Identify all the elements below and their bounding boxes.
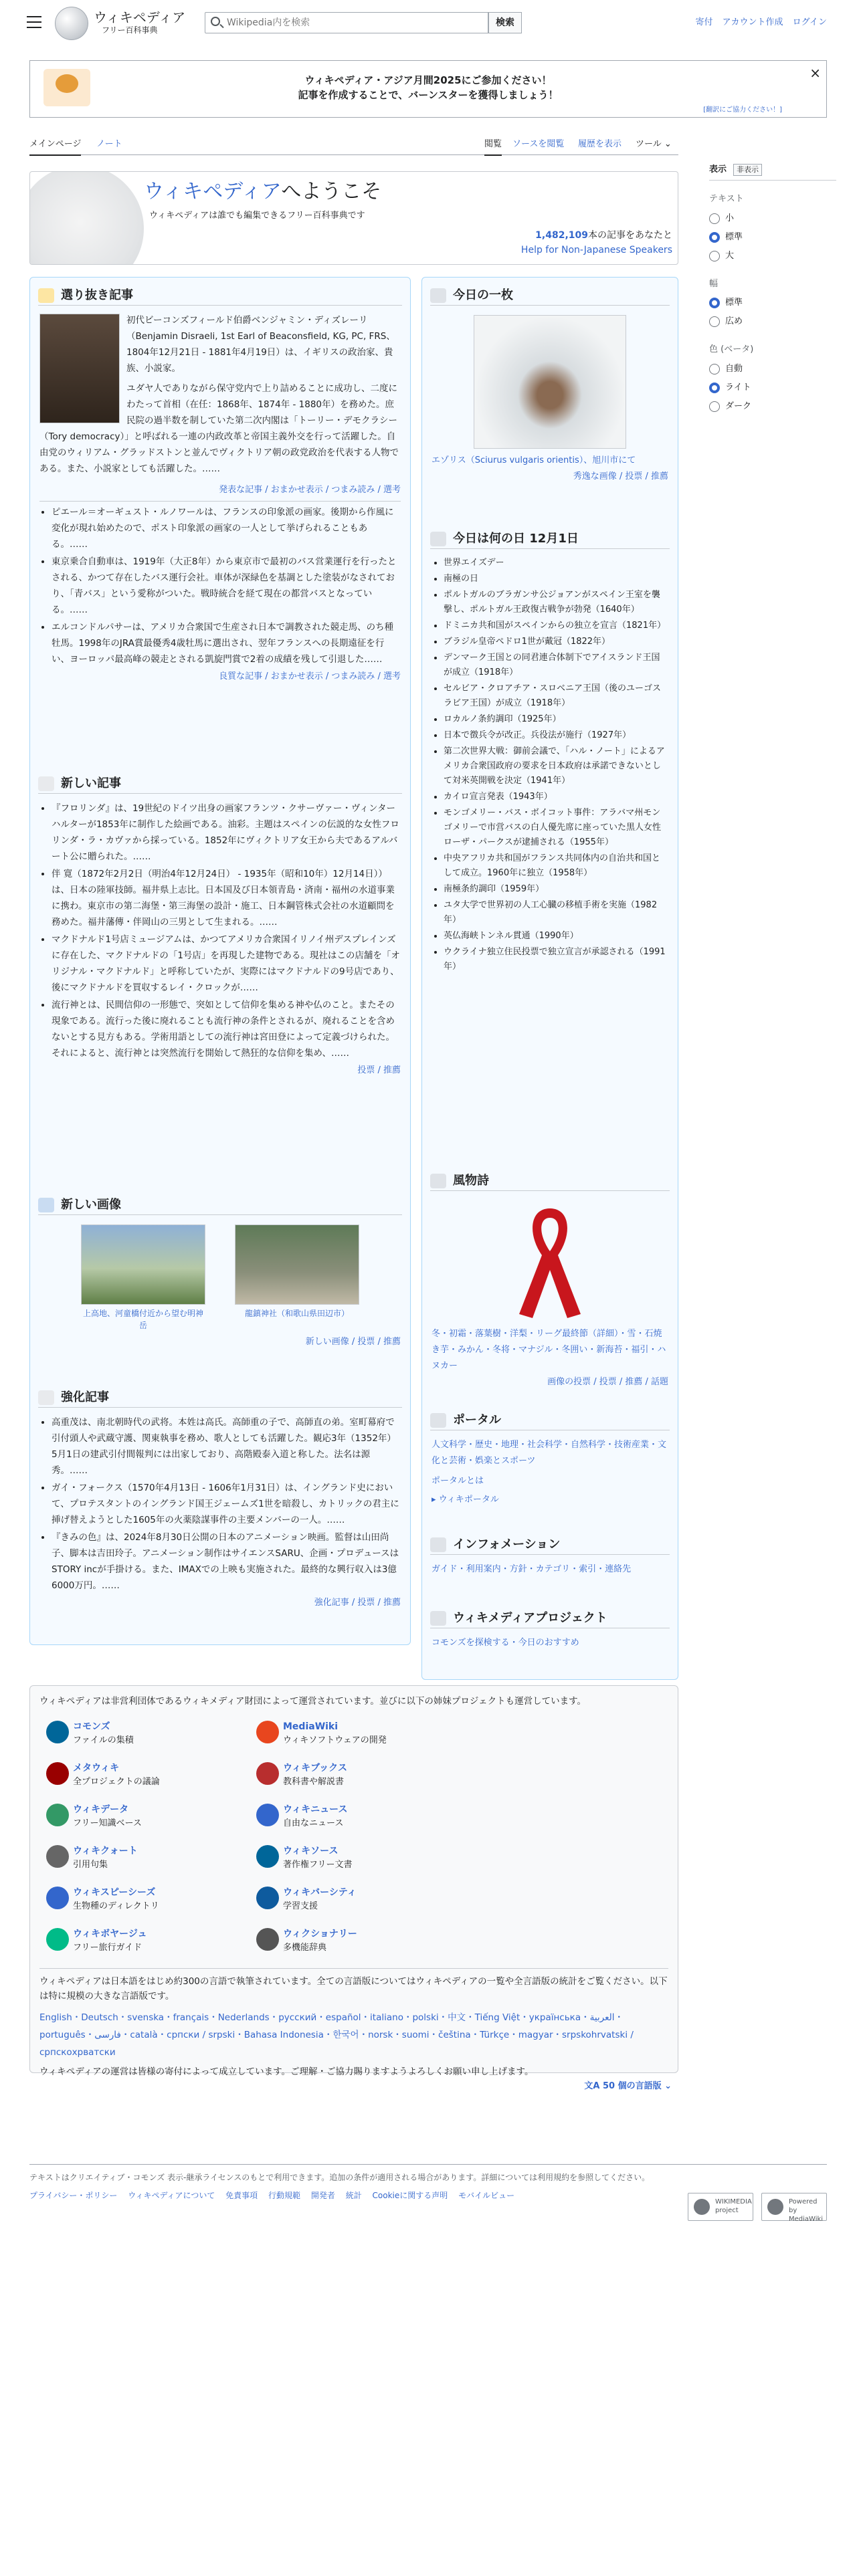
portal-icon — [430, 1413, 446, 1428]
create-account-link[interactable]: アカウント作成 — [722, 17, 783, 27]
footer-link[interactable]: 統計 — [345, 2191, 362, 2201]
potd-caption[interactable]: エゾリス（Sciurus vulgaris orientis）、旭川市にて — [432, 455, 636, 465]
footer-link[interactable]: 開発者 — [310, 2191, 335, 2201]
list-item[interactable]: • ガイ・フォークス（1570年4月13日 - 1606年1月31日）は、イングランド史において、プロテスタントのイングランド国王ジェームズ1世を暗殺し、カトリックの君主に挿げ替えようとした1605年の火薬陰謀事件の主要メンバーの一人。…… — [52, 1480, 401, 1528]
sister-project-name[interactable]: ウィキデータ — [73, 1804, 129, 1815]
list-item[interactable]: • 伴 寛（1872年2月2日（明治4年12月24日） - 1935年（昭和10年）12月14日））は、日本の陸軍技師。福井県上志比。日本国及び日本領青島・済南・福州の水道事業に携わ。東京市の第二海堡・第三海堡の設計・施工、日本鋼管株式会社の水道顧問を務めた。福井藩傳・伴岡山の三男として生まれる。…… — [52, 866, 401, 930]
sister-project-item[interactable] — [250, 1798, 460, 1840]
logo-subtitle: フリー百科事典 — [102, 25, 158, 35]
sister-project-icon — [256, 1762, 279, 1785]
welcome-subtitle: ウィキペディアは誰でも編集できるフリー百科事典です — [149, 211, 365, 221]
sister-project-name[interactable]: ウィキソース — [283, 1846, 339, 1856]
section-heading: 強化記事 — [38, 1388, 402, 1408]
on-this-day-list — [432, 556, 668, 974]
seasonal-footer-links[interactable]: 画像の投票 / 投票 / 推薦 / 話題 — [547, 1377, 668, 1387]
tab-view-source[interactable]: ソースを閲覧 — [512, 139, 565, 149]
list-item[interactable]: • エルコンドルパサーは、アメリカ合衆国で生産され日本で調教された競走馬、のち種牡馬。1998年のJRA賞最優秀4歳牡馬に選出され、翌年フランスへの長期遠征を行い、ヨーロッパ最高峰の競走とされる凱旋門賞で2着の成績を残して引退した…… — [52, 619, 401, 667]
strength-list — [39, 1414, 401, 1594]
list-item[interactable]: • 『フロリンダ』は、19世紀のドイツ出身の画家フランツ・クサーヴァー・ヴィンターハルターが1853年に制作した絵画である。油彩。主題はスペインの伝説的な女性フロリンダ・ラ・カヴァから採っている。1852年にヴィクトリア女王から夫であるアルバート公に贈られた。…… — [52, 800, 401, 865]
list-item[interactable]: • 日本で徴兵令が改正。兵役法が施行（1927年） — [444, 728, 668, 743]
translate-help-link[interactable]: [翻訳にご協力ください！] — [703, 106, 782, 114]
sister-project-item[interactable] — [250, 1840, 460, 1881]
chevron-down-icon: ⌄ — [664, 139, 672, 149]
good-articles-list — [39, 504, 401, 667]
sister-project-name[interactable]: ウィキブックス — [283, 1763, 348, 1774]
tab-talk[interactable]: ノート — [96, 139, 122, 149]
sister-project-name[interactable]: MediaWiki — [283, 1721, 339, 1732]
sister-project-name[interactable]: ウィキクォート — [73, 1846, 138, 1856]
information-links[interactable]: ガイド・利用案内・方針・カテゴリ・索引・連絡先 — [432, 1564, 632, 1574]
list-item[interactable]: • ウクライナ独立住民投票で独立宣言が承認される（1991年） — [444, 945, 668, 974]
portal-links[interactable]: 人文科学・歴史・地理・社会科学・自然科学・技術産業・文化と芸術・娯楽とスポーツ — [432, 1440, 667, 1466]
width-wide-radio[interactable]: 広め — [709, 312, 836, 331]
sister-project-desc: フリー知識ベース — [73, 1818, 142, 1828]
seasonal-text[interactable]: 冬・初霜・落葉樹・洋梨・リーグ最終節（詳細）・雪・石焼き芋・みかん・冬将・マナジル・冬囲い・新海苔・福引・ハヌカー — [432, 1329, 666, 1371]
sister-project-item[interactable] — [39, 1757, 250, 1798]
wikipedia-globe-logo[interactable] — [55, 7, 88, 40]
welcome-title: ウィキペディアへようこそ — [144, 180, 382, 203]
sister-project-icon — [46, 1804, 69, 1826]
image-icon — [38, 1198, 54, 1212]
potd-footer-links[interactable]: 秀逸な画像 / 投票 / 推薦 — [573, 471, 668, 481]
sister-project-desc: 著作権フリー文書 — [283, 1860, 353, 1870]
list-item[interactable]: • デンマーク王国との同君連合体制下でアイスランド王国が成立（1918年） — [444, 651, 668, 680]
login-link[interactable]: ログイン — [792, 17, 827, 27]
languages-intro: ウィキペディアは日本語をはじめ約300の言語で執筆されています。全ての言語版についてはウィキペディアの一覧や全言語版の統計をご覧ください。以下は特に規模の大きな言語版です。 — [39, 1976, 668, 2002]
sister-project-item[interactable] — [250, 1757, 460, 1798]
sister-project-icon — [46, 1928, 69, 1951]
new-articles-list — [39, 800, 401, 1061]
images-footer-links[interactable]: 新しい画像 / 投票 / 推薦 — [305, 1337, 401, 1347]
article-count: 1,482,109本の記事をあなたと Help for Non-Japanese Speakers — [521, 228, 672, 257]
list-item[interactable]: • 『きみの色』は、2024年8月30日公開の日本のアニメーション映画。監督は山田尚子、脚本は吉田玲子。アニメーション制作はサイエンスSARU、企画・プロデュースはSTORY incが手掛ける。また、IMAXでの上映も実施された。最終的な興行収入は3億6000万円。…… — [52, 1529, 401, 1594]
campaign-banner — [29, 60, 827, 118]
color-light-radio[interactable]: ライト — [709, 379, 836, 397]
footer-link[interactable]: 行動規範 — [268, 2191, 301, 2201]
sister-project-desc: ウィキソフトウェアの開発 — [283, 1735, 387, 1745]
sister-project-item[interactable] — [39, 1798, 250, 1840]
color-label: 色 (ベータ) — [709, 344, 754, 355]
sister-project-name[interactable]: ウィクショナリー — [283, 1929, 357, 1939]
project-links[interactable]: コモンズを探検する・今日のおすすめ — [432, 1638, 579, 1648]
shrine-photo[interactable] — [235, 1224, 359, 1305]
search-box[interactable] — [205, 12, 488, 33]
sister-project-name[interactable]: メタウィキ — [73, 1763, 120, 1774]
sister-project-desc: 自由なニュース — [283, 1818, 344, 1828]
portal-about-link[interactable]: ポータルとは — [432, 1476, 484, 1486]
search-input[interactable] — [227, 15, 481, 30]
leaf-icon — [430, 1174, 446, 1188]
kamikochi-photo[interactable] — [81, 1224, 205, 1305]
sister-projects-grid — [30, 1715, 678, 1964]
wikipedia-globe-watermark — [29, 171, 144, 265]
squirrel-photo[interactable] — [474, 315, 626, 449]
color-dark-radio[interactable]: ダーク — [709, 397, 836, 416]
donate-link[interactable]: 寄付 — [695, 17, 713, 27]
footer-link[interactable]: ウィキペディアについて — [128, 2191, 215, 2201]
text-small-radio[interactable]: 小 — [709, 209, 836, 228]
sister-project-item[interactable] — [250, 1715, 460, 1757]
logo-title[interactable]: ウィキペディア — [94, 9, 186, 25]
camera-icon — [430, 288, 446, 303]
sister-project-name[interactable]: ウィキボヤージュ — [73, 1929, 147, 1939]
left-column — [29, 277, 411, 1645]
menu-icon[interactable] — [27, 16, 41, 28]
sister-project-name[interactable]: ウィキスピーシーズ — [73, 1887, 156, 1898]
list-item[interactable]: • マクドナルド1号店ミュージアムは、かつてアメリカ合衆国イリノイ州デスプレインズに存在した、マクドナルドの「1号店」を再現した建物である。現社はこの店舗を「オリジナル・マクドナルド」と呼称していたが、実際にはマクドナルドの9号店であり、後にマクドナルドを買収するレイ・クロックが…… — [52, 932, 401, 996]
list-item[interactable]: • 第二次世界大戦：御前会議で、「ハル・ノート」によるアメリカ合衆国政府の要求を日本政府は承諾できないとして対米英開戦を決定（1941年） — [444, 744, 668, 788]
list-item[interactable]: • モンゴメリー・バス・ボイコット事件：アラバマ州モンゴメリーで市営バスの白人優先席に座っていた黒人女性ローザ・パークスが逮捕される（1955年） — [444, 806, 668, 850]
star-outline-icon — [38, 1390, 54, 1405]
sister-project-item[interactable] — [39, 1923, 250, 1964]
list-item[interactable]: • 英仏海峡トンネル貫通（1990年） — [444, 929, 668, 944]
section-heading: 新しい記事 — [38, 774, 402, 794]
right-column — [421, 277, 678, 1680]
search-icon — [211, 17, 220, 26]
list-item[interactable]: • 南極条約調印（1959年） — [444, 882, 668, 897]
width-standard-radio[interactable]: 標準 — [709, 294, 836, 312]
list-item[interactable]: • セルビア・クロアチア・スロベニア王国（後のユーゴスラビア王国）が成立（1918年） — [444, 681, 668, 711]
featured-text-2: ユダヤ人でありながら保守党内で上り詰めることに成功し、二度にわたって首相（在任：1868年、1874年 - 1880年）を務めた。庶民院の過半数を制していた第二次内閣は「トーリー・デモクラシー（Tory democracy）」と呼ばれる一連の内政改革と帝国主義外交を行って活躍した。自由党のウィリアム・グラッドストンと並んでヴィクトリア朝の政党政治を代表する人物である。また、小説家としても活躍した。…… — [39, 383, 399, 474]
list-item[interactable]: • カイロ宣言発表（1943年） — [444, 790, 668, 804]
sister-project-desc: 生物種のディレクトリ — [73, 1901, 159, 1911]
sister-project-item[interactable] — [39, 1840, 250, 1881]
image-caption[interactable]: 龍鎮神社（和歌山県田辺市） — [244, 1309, 349, 1318]
sister-project-item[interactable] — [39, 1715, 250, 1757]
question-icon — [38, 776, 54, 791]
list-item[interactable]: • ブラジル皇帝ペドロ1世が戴冠（1822年） — [444, 635, 668, 649]
list-item[interactable]: • ロカルノ条約調印（1925年） — [444, 712, 668, 727]
sister-project-icon — [256, 1721, 279, 1743]
list-item[interactable]: • 流行神とは、民間信仰の一形態で、突如として信仰を集める神や仏のこと。またその現象である。流行った後に廃れることも流行神の条件とされるが、廃れることを含めないとする見方もある。学術用語としての流行神は宮田登によって定義づけられた。それによると、流行神とは突然流行を開始して熱狂的な信仰を集め、…… — [52, 997, 401, 1061]
sister-project-icon — [256, 1845, 279, 1868]
list-item[interactable]: • ドミニカ共和国がスペインからの独立を宣言（1821年） — [444, 619, 668, 633]
featured-footer-links[interactable]: 発表な記事 / おまかせ表示 / つまみ読み / 選考 — [219, 485, 401, 495]
sister-project-icon — [46, 1887, 69, 1909]
list-item[interactable]: • ポルトガルのブラガンサ公ジョアンがスペイン王室を襲撃し、ポルトガル王政復古戦争が勃発（1640年） — [444, 588, 668, 617]
sister-project-item[interactable] — [250, 1923, 460, 1964]
strength-footer-links[interactable]: 強化記事 / 投票 / 推薦 — [314, 1598, 401, 1608]
tab-read[interactable]: 閲覧 — [484, 138, 502, 156]
language-count-button[interactable]: 文A 50 個の言語版 ⌄ — [584, 2081, 672, 2091]
sister-project-desc: 多機能辞典 — [283, 1943, 327, 1953]
image-caption[interactable]: 上高地、河童橋付近から望む明神岳 — [82, 1309, 203, 1330]
section-heading: 新しい画像 — [38, 1195, 402, 1215]
sister-project-icon — [256, 1887, 279, 1909]
sister-project-desc: ファイルの集積 — [73, 1735, 134, 1745]
section-heading: 今日は何の日 12月1日 — [430, 529, 670, 549]
list-item[interactable]: • ピエール＝オーギュスト・ルノワールは、フランスの印象派の画家。後期から作風に変化が現れ始めたので、ポスト印象派の画家の一人として挙げられることもある。…… — [52, 504, 401, 552]
section-heading: 今日の一枚 — [430, 286, 670, 306]
sister-project-icon — [256, 1928, 279, 1951]
sister-project-desc: 学習支援 — [283, 1901, 318, 1911]
search-button[interactable]: 検索 — [488, 12, 522, 33]
text-large-radio[interactable]: 大 — [709, 247, 836, 265]
page-footer — [29, 2164, 827, 2223]
color-auto-radio[interactable]: 自動 — [709, 360, 836, 379]
language-links[interactable]: English・Deutsch・svenska・français・Nederlands・русский・español・italiano・polski・中文・Tiếng Việt・українська・العربية・português・فارسی・català・српски / srpski・Bahasa Indonesia・한국어・norsk・suomi・čeština・Türkçe・magyar・srpskohrvatski / српскохрватски — [39, 2012, 634, 2058]
section-heading: 風物詩 — [430, 1171, 670, 1191]
disraeli-portrait[interactable] — [39, 314, 120, 423]
personal-links — [688, 16, 827, 30]
portal-toggle[interactable]: ▸ ウィキポータル — [432, 1495, 499, 1505]
appearance-panel — [709, 163, 836, 416]
footer-link[interactable]: 免責事項 — [225, 2191, 258, 2201]
footer-link[interactable]: プライバシー・ポリシー — [29, 2191, 118, 2201]
wikipedia-w-icon — [430, 1537, 446, 1552]
news-footer-links[interactable]: 投票 / 推薦 — [357, 1065, 401, 1075]
tab-tools[interactable]: ツール ⌄ — [636, 139, 672, 149]
calendar-icon — [430, 532, 446, 546]
list-item[interactable]: • 高重茂は、南北朝時代の武将。本姓は高氏。高師重の子で、高師直の弟。室町幕府で引付頭人や武蔵守護、関東執事を務め、歌人としても活躍した。観応3年（1352年）5月1日の建武引付間報判には出家しており、高階殿泰入道と称した。法名は源秀。…… — [52, 1414, 401, 1479]
footer-link[interactable]: Cookieに関する声明 — [372, 2191, 448, 2201]
star-icon — [38, 288, 54, 303]
hide-button[interactable]: 非表示 — [733, 164, 762, 176]
sister-project-item[interactable] — [250, 1881, 460, 1923]
section-heading: 選り抜き記事 — [38, 286, 402, 306]
sisters-intro: ウィキペディアは非営利団体であるウィキメディア財団によって運営されています。並びに以下の姉妹プロジェクトも運営しています。 — [39, 1696, 587, 1707]
donate-text: ウィキペディアの運営は皆様の寄付によって成立しています。ご理解・ご協力賜りますようよろしくお願い申し上げます。 — [39, 2066, 534, 2077]
appearance-title: 表示 非表示 — [709, 163, 836, 181]
welcome-box — [29, 171, 678, 265]
wikimedia-icon — [430, 1611, 446, 1626]
sister-project-item[interactable] — [39, 1881, 250, 1923]
sister-project-icon — [256, 1804, 279, 1826]
help-non-japanese-link[interactable]: Help for Non-Japanese Speakers — [520, 245, 672, 255]
page-tabs — [29, 134, 678, 155]
list-item[interactable]: • 世界エイズデー — [444, 556, 668, 570]
sister-project-desc: 全プロジェクトの議論 — [73, 1777, 160, 1787]
sister-project-icon — [46, 1721, 69, 1743]
width-label: 幅 — [709, 278, 719, 289]
section-heading: ウィキメディアプロジェクト — [430, 1608, 670, 1628]
license-text: テキストはクリエイティブ・コモンズ 表示-継承ライセンスのもとで利用できます。追加の条件が適用される場合があります。詳細については利用規約を参照してください。 — [29, 2173, 650, 2182]
red-ribbon-image[interactable] — [503, 1200, 597, 1321]
tab-main-page[interactable]: メインページ — [29, 138, 81, 156]
text-size-label: テキスト — [709, 193, 744, 204]
list-item[interactable]: • 東京乗合自動車は、1919年（大正8年）から東京市で最初のバス営業運行を行ったとされる、かつて存在したバス運行会社。車体が深緑色を基調とした塗装がなされており、「青バス」という愛称がついた。戦時統合を経て現在の都営バスとなっている。…… — [52, 554, 401, 618]
footer-link[interactable]: モバイルビュー — [458, 2191, 515, 2201]
wikimedia-badge[interactable]: WIKIMEDIA project — [688, 2193, 753, 2221]
sister-project-icon — [46, 1762, 69, 1785]
sister-project-desc: 引用句集 — [73, 1860, 108, 1870]
close-icon[interactable]: × — [809, 65, 821, 81]
sister-project-name[interactable]: ウィキバーシティ — [283, 1887, 357, 1898]
list-item[interactable]: • 南極の日 — [444, 572, 668, 586]
header — [0, 0, 859, 47]
list-item[interactable]: • 中央アフリカ共和国がフランス共同体内の自治共和国として成立。1960年に独立（1958年） — [444, 851, 668, 881]
featured-text: 初代ビーコンズフィールド伯爵ベンジャミン・ディズレーリ（Benjamin Disraeli, 1st Earl of Beaconsfield, KG, PC, FRS、1804年12月21日 - 1881年4月19日）は、イギリスの政治家、貴族、小説家。 — [126, 315, 395, 374]
sister-project-desc: 教科書や解説書 — [283, 1777, 345, 1787]
mediawiki-badge[interactable]: Powered by MediaWiki — [761, 2193, 827, 2221]
good-footer-links[interactable]: 良質な記事 / おまかせ表示 / つまみ読み / 選考 — [219, 671, 401, 681]
chevron-right-icon: ▸ — [432, 1495, 439, 1505]
sister-project-desc: フリー旅行ガイド — [73, 1943, 142, 1953]
sister-projects-box — [29, 1685, 678, 2077]
section-heading: ポータル — [430, 1410, 670, 1430]
section-heading: インフォメーション — [430, 1535, 670, 1555]
sister-project-icon — [46, 1845, 69, 1868]
banner-text[interactable]: ウィキペディア・アジア月間2025にご参加ください！ 記事を作成することで、バーンスターを獲得しましょう！ — [298, 74, 559, 101]
translate-icon: 文A — [584, 2081, 603, 2091]
sister-project-name[interactable]: コモンズ — [73, 1721, 110, 1732]
tab-history[interactable]: 履歴を表示 — [578, 139, 622, 149]
sister-project-name[interactable]: ウィキニュース — [283, 1804, 348, 1815]
text-standard-radio[interactable]: 標準 — [709, 228, 836, 247]
list-item[interactable]: • ユタ大学で世界初の人工心臓の移植手術を実施（1982年） — [444, 898, 668, 928]
